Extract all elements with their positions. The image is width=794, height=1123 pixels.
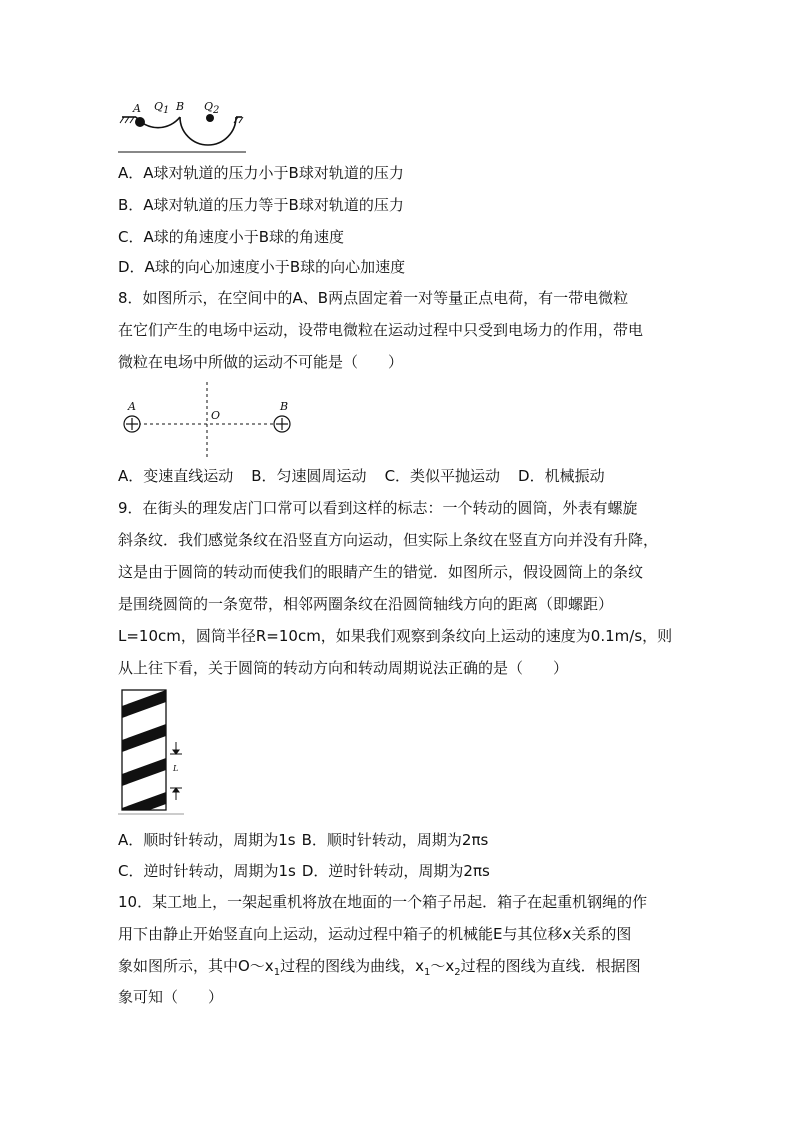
q9-options-row-2 [118,861,490,881]
label-a: A [128,400,136,413]
ball-a [135,117,145,127]
q7-option-d: D．A球的向心加速度小于B球的向心加速度 [118,258,406,276]
q8-option-b: B．匀速圆周运动 [251,467,367,485]
q9-stem-line-3: 这是由于圆筒的转动而使我们的眼睛产生的错觉．如图所示，假设圆筒上的条纹 [118,563,644,581]
q8-option-c: C．类似平抛运动 [384,467,501,485]
q8-charges-figure [118,380,298,460]
label-o: O [211,409,221,422]
q9-stem-line-4: 是围绕圆筒的一条宽带，相邻两圈条纹在沿圆筒轴线方向的距离（即螺距） [118,595,614,613]
q9-stem-line-6: 从上往下看，关于圆筒的转动方向和转动周期说法正确的是（ ） [118,659,569,677]
q8-stem-line-3: 微粒在电场中所做的运动不可能是（ ） [118,353,404,371]
charge-b [274,416,290,432]
q8-stem-line-2: 在它们产生的电场中运动，设带电微粒在运动过程中只受到电场力的作用，带电 [118,321,644,339]
q9-barber-pole-figure [118,684,188,820]
label-b: B [280,400,289,413]
q9-option-c: C．逆时针转动，周期为1s [118,862,296,880]
q9-stem-line-2: 斜条纹．我们感觉条纹在沿竖直方向运动，但实际上条纹在竖直方向并没有升降， [118,531,659,549]
q8-option-d: D．机械振动 [518,467,605,485]
q7-option-b: B．A球对轨道的压力等于B球对轨道的压力 [118,196,404,214]
label-b: B [176,100,185,113]
q8-option-a: A．变速直线运动 [118,467,234,485]
q9-option-a: A．顺时针转动，周期为1s [118,831,296,849]
q10-stem-line-1: 10．某工地上，一架起重机将放在地面的一个箱子吊起．箱子在起重机钢绳的作 [118,893,648,911]
q9-option-d: D．逆时针转动，周期为2πs [301,862,490,880]
label-a: A [133,102,141,115]
q10-stem-line-3: 象如图所示，其中$O\sim x_1$过程的图线为曲线，$x_1\sim x_2$过程的图线为直线．根据图 [118,957,641,978]
q9-stem-line-5: L=10cm，圆筒半径R=10cm，如果我们观察到条纹向上运动的速度为0.1m/s，则 [118,627,673,645]
q9-option-b: B．顺时针转动，周期为2πs [301,831,489,849]
q9-options-row-1 [118,830,488,850]
q10-stem-line-2: 用下由静止开始竖直向上运动，运动过程中箱子的机械能E与其位移x关系的图 [118,925,632,943]
charge-a [124,416,140,432]
q7-option-a: A．A球对轨道的压力小于B球对轨道的压力 [118,164,404,182]
q7-track-figure [118,100,248,156]
label-q1: $Q_1$ [154,100,170,117]
q9-stem-line-1: 9．在街头的理发店门口常可以看到这样的标志：一个转动的圆筒，外表有螺旋 [118,499,638,517]
q8-options [118,466,605,486]
label-q2: $Q_2$ [204,100,220,117]
q8-stem-line-1: 8．如图所示，在空间中的A、B两点固定着一对等量正点电荷，有一带电微粒 [118,289,629,307]
q10-stem-line-4: 象可知（ ） [118,988,224,1006]
q7-option-c: C．A球的角速度小于B球的角速度 [118,228,345,246]
label-l: L [173,764,179,773]
